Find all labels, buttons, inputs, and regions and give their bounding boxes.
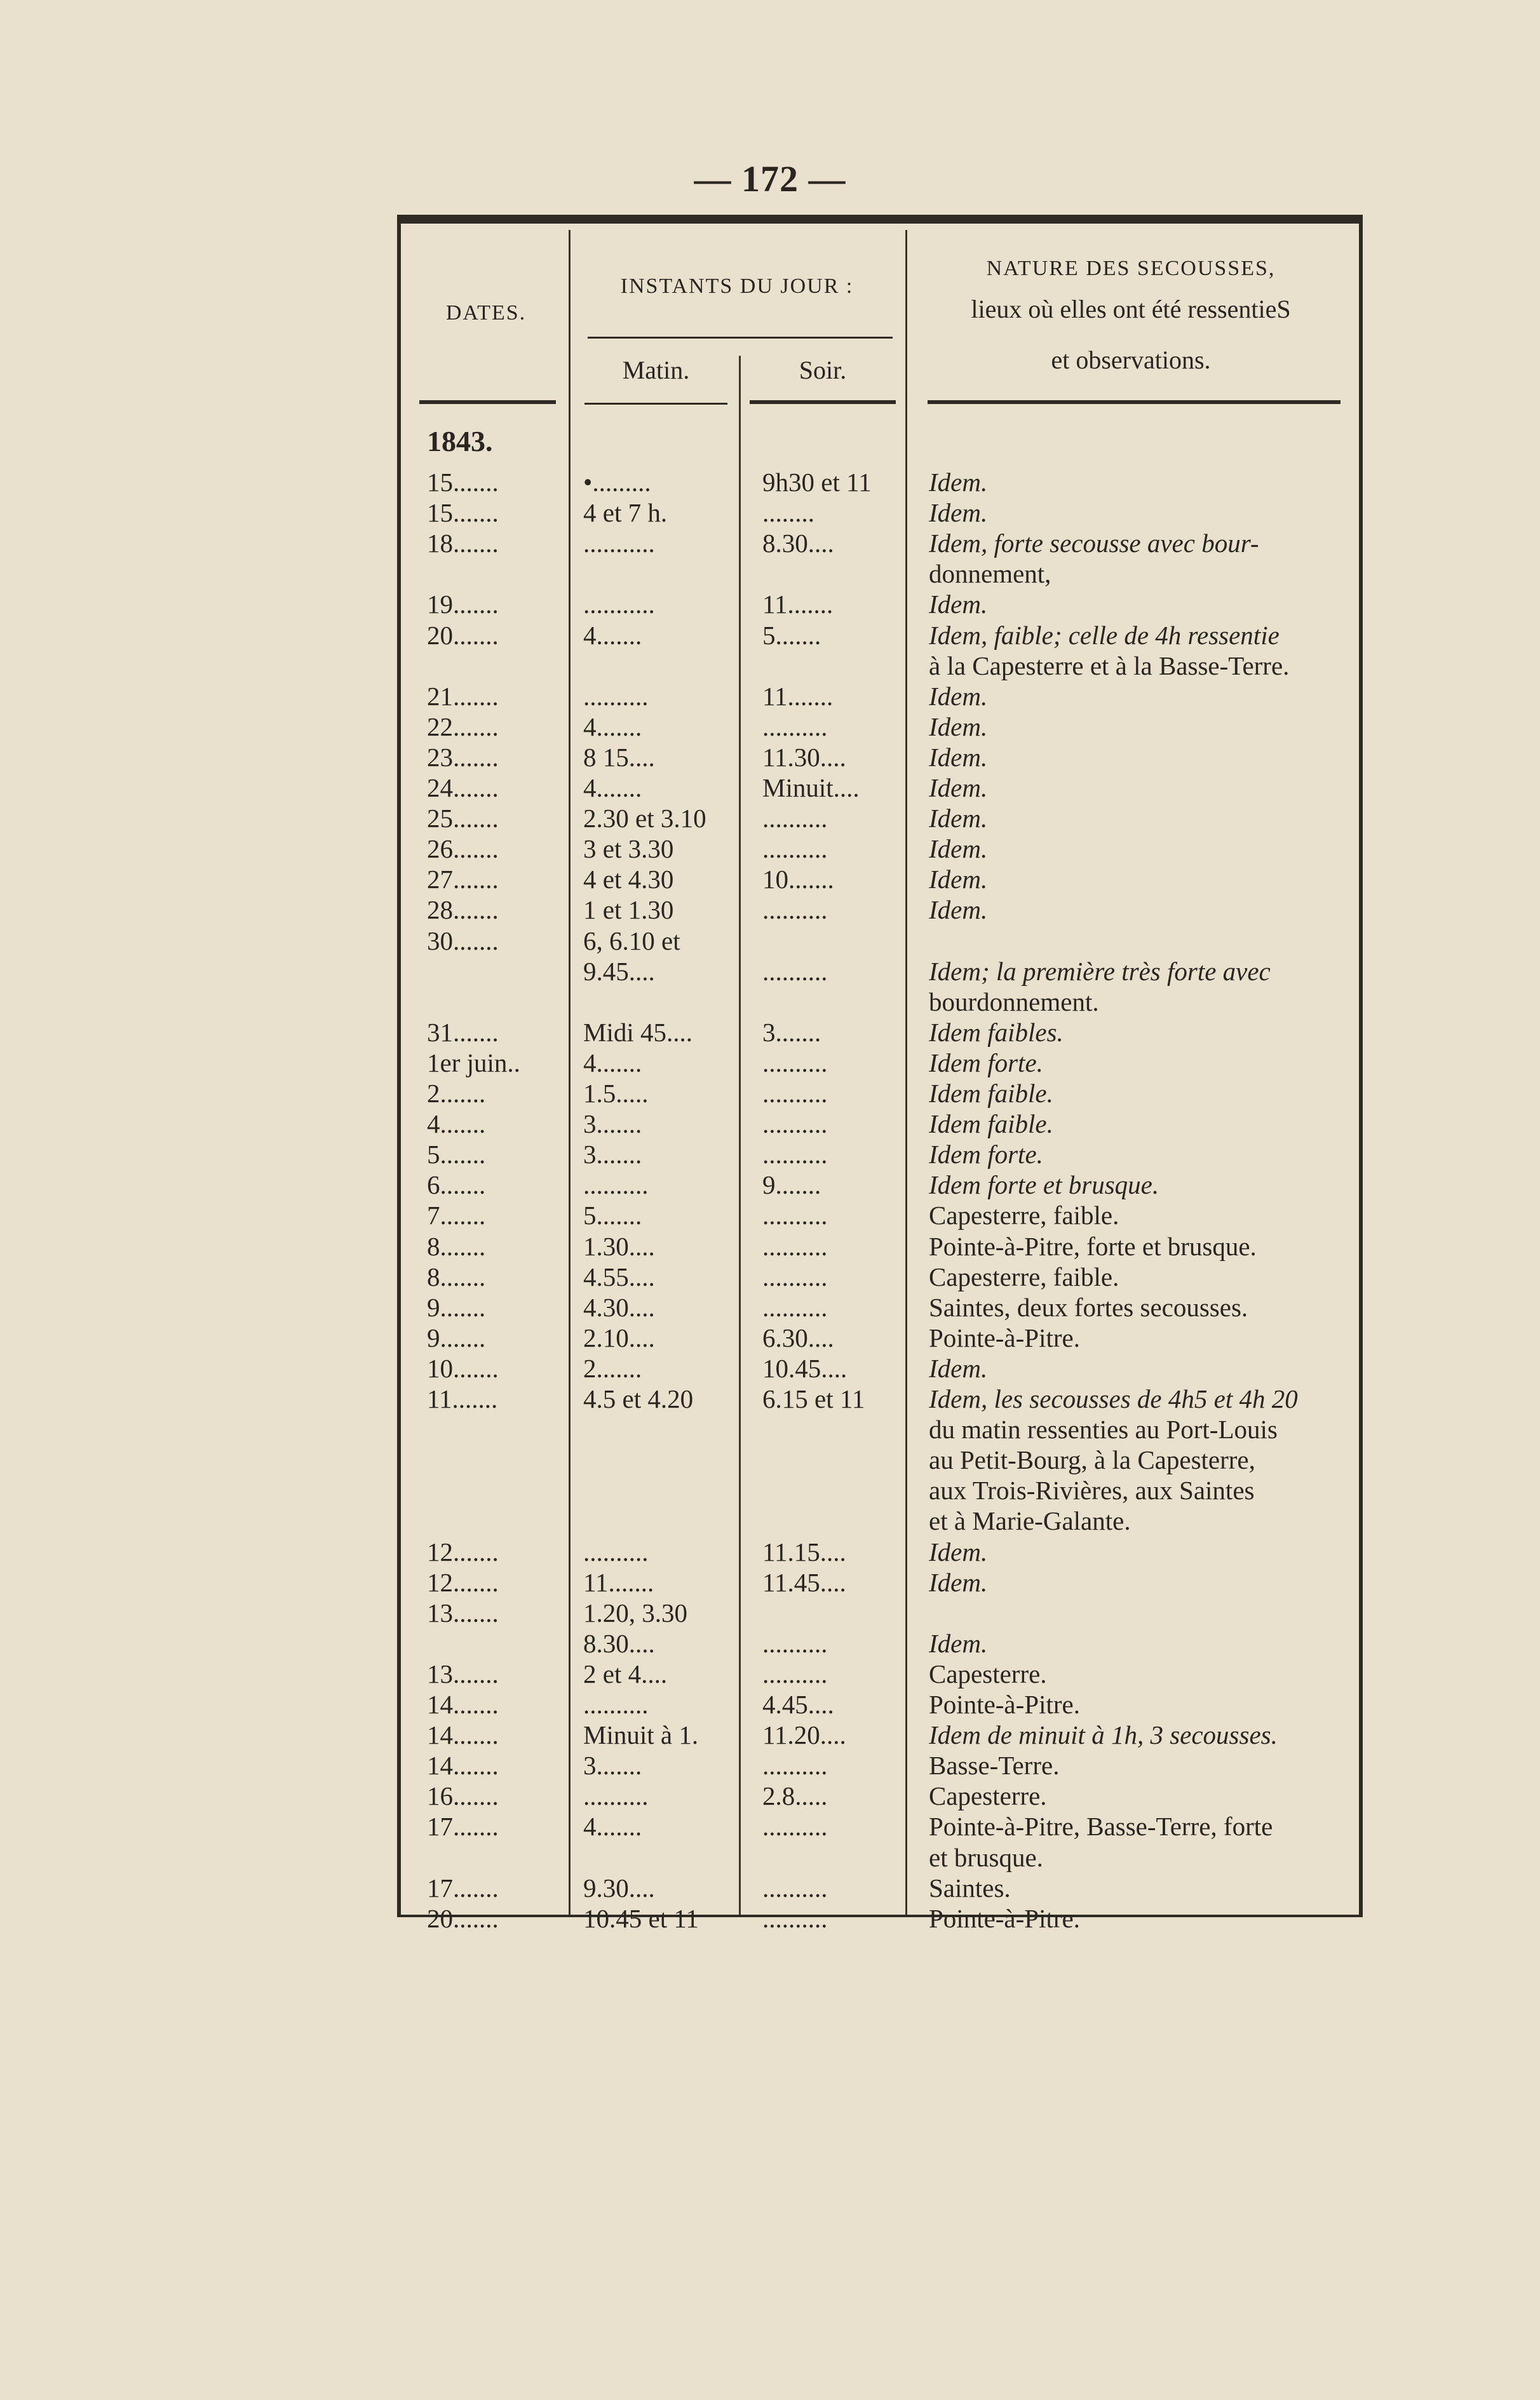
cell-obs: Capesterre.	[929, 1659, 1047, 1689]
cell-matin: 6, 6.10 et	[583, 926, 680, 955]
cell-matin: 1.20, 3.30	[583, 1598, 687, 1628]
table-row	[419, 987, 1353, 1017]
table-row	[419, 1567, 1353, 1598]
cell-matin: 4.30....	[583, 1292, 655, 1322]
table-row	[419, 1292, 1353, 1323]
table-row	[419, 1811, 1353, 1842]
header-instants: INSTANTS DU JOUR :	[620, 274, 854, 298]
cell-obs: Idem.	[929, 773, 988, 802]
cell-obs: Idem, forte secousse avec bour-	[929, 529, 1259, 558]
table-row	[419, 1873, 1353, 1903]
table-row	[419, 772, 1353, 803]
cell-obs: Pointe-à-Pitre, forte et brusque.	[929, 1231, 1257, 1261]
cell-matin: 4.......	[583, 1812, 642, 1842]
cell-soir: ..........	[762, 1231, 828, 1261]
cell-soir: ..........	[762, 1140, 828, 1170]
cell-matin: 4.......	[583, 620, 642, 650]
cell-date: 19.......	[427, 590, 499, 619]
cell-soir: ..........	[762, 1292, 828, 1322]
cell-date: 27.......	[427, 865, 499, 894]
cell-date: 15.......	[427, 498, 499, 528]
cell-obs: Idem.	[929, 498, 988, 528]
cell-date: 12.......	[427, 1567, 499, 1597]
cell-obs: Idem, faible; celle de 4h ressentie	[929, 620, 1280, 650]
cell-matin: •.........	[583, 468, 651, 497]
cell-date: 6.......	[427, 1170, 486, 1200]
cell-matin: 8.30....	[583, 1628, 655, 1658]
cell-date: 14.......	[427, 1720, 499, 1750]
table-row	[419, 864, 1353, 894]
cell-obs: et à Marie-Galante.	[929, 1506, 1131, 1536]
header-dates: DATES.	[445, 301, 527, 325]
cell-matin: ..........	[583, 681, 649, 711]
cell-date: 20.......	[427, 1903, 499, 1933]
cell-matin: 2.......	[583, 1353, 642, 1383]
cell-matin: Midi 45....	[583, 1017, 692, 1047]
cell-obs: Idem.	[929, 804, 988, 833]
cell-obs: Idem forte.	[929, 1048, 1043, 1077]
cell-soir: 10.......	[762, 865, 834, 894]
table-row	[419, 1537, 1353, 1567]
table-row	[419, 1475, 1353, 1506]
year-label: 1843.	[427, 425, 493, 457]
cell-date: 25.......	[427, 804, 499, 833]
header-nature-line1: NATURE DES SECOUSSES,	[986, 257, 1276, 280]
table-row	[419, 742, 1353, 772]
table-row	[419, 1231, 1353, 1262]
cell-soir: 3.......	[762, 1017, 821, 1047]
cell-date: 31.......	[427, 1017, 499, 1047]
cell-soir: ..........	[762, 1659, 828, 1689]
cell-obs: Idem.	[929, 1353, 988, 1383]
cell-date: 26.......	[427, 834, 499, 864]
table-row	[419, 1689, 1353, 1720]
cell-soir: ..........	[762, 1903, 828, 1933]
table-row	[419, 620, 1353, 651]
cell-date: 11.......	[427, 1384, 498, 1413]
table-row	[419, 1781, 1353, 1811]
cell-date: 9.......	[427, 1323, 486, 1352]
cell-date: 17.......	[427, 1873, 499, 1903]
table-row	[419, 956, 1353, 987]
cell-obs: Capesterre, faible.	[929, 1262, 1119, 1291]
cell-matin: 2.30 et 3.10	[583, 804, 706, 833]
table-row	[419, 894, 1353, 925]
cell-date: 23.......	[427, 742, 499, 772]
header-rule-nature	[928, 400, 1341, 404]
cell-matin: 4.......	[583, 1048, 642, 1077]
table-row	[419, 1109, 1353, 1139]
cell-obs: Saintes.	[929, 1873, 1011, 1903]
cell-obs: Idem faible.	[929, 1109, 1053, 1139]
cell-soir: ..........	[762, 804, 828, 833]
cell-obs: et brusque.	[929, 1842, 1043, 1872]
cell-date: 24.......	[427, 773, 499, 802]
table-row	[419, 651, 1353, 681]
cell-soir: 6.30....	[762, 1323, 834, 1352]
cell-soir: 10.45....	[762, 1353, 848, 1383]
table-row	[419, 1842, 1353, 1873]
table-row	[419, 1078, 1353, 1109]
cell-obs: Idem.	[929, 834, 988, 864]
cell-matin: 4 et 4.30	[583, 865, 674, 894]
cell-matin: ...........	[583, 590, 655, 619]
cell-obs: Idem.	[929, 468, 988, 497]
table-row	[419, 1353, 1353, 1384]
cell-matin: ..........	[583, 1690, 649, 1719]
table-row	[419, 1384, 1353, 1414]
header-soir: Soir.	[799, 356, 847, 384]
cell-obs: Idem.	[929, 1537, 988, 1567]
header-brace-rule	[588, 337, 893, 339]
cell-obs: Idem.	[929, 1628, 988, 1658]
cell-matin: ..........	[583, 1170, 649, 1200]
table-row	[419, 1903, 1353, 1934]
cell-date: 9.......	[427, 1292, 486, 1322]
cell-matin: ...........	[583, 529, 655, 558]
cell-obs: Saintes, deux fortes secousses.	[929, 1292, 1248, 1322]
cell-obs: Idem faible.	[929, 1079, 1053, 1108]
cell-obs: bourdonnement.	[929, 987, 1099, 1016]
cell-soir: 11.20....	[762, 1720, 846, 1750]
cell-date: 2.......	[427, 1079, 486, 1108]
cell-soir: ..........	[762, 1079, 828, 1108]
cell-date: 4.......	[427, 1109, 486, 1139]
cell-obs: Basse-Terre.	[929, 1751, 1060, 1781]
cell-obs: Idem de minuit à 1h, 3 secousses.	[929, 1720, 1278, 1750]
cell-date: 8.......	[427, 1231, 486, 1261]
cell-soir: ..........	[762, 1109, 828, 1139]
cell-obs: aux Trois-Rivières, aux Saintes	[929, 1476, 1255, 1506]
table-row	[419, 1598, 1353, 1628]
cell-soir: ..........	[762, 1628, 828, 1658]
table-row	[419, 1750, 1353, 1781]
cell-date: 10.......	[427, 1353, 499, 1383]
cell-obs: Pointe-à-Pitre.	[929, 1323, 1080, 1352]
cell-soir: ..........	[762, 956, 828, 986]
cell-obs: à la Capesterre et à la Basse-Terre.	[929, 651, 1290, 680]
cell-soir: 8.30....	[762, 529, 834, 558]
cell-date: 21.......	[427, 681, 499, 711]
cell-date: 30.......	[427, 926, 499, 955]
cell-obs: Idem, les secousses de 4h5 et 4h 20	[929, 1384, 1298, 1413]
header-rule-matin	[584, 403, 727, 405]
cell-soir: 6.15 et 11	[762, 1384, 865, 1413]
cell-date: 8.......	[427, 1262, 486, 1291]
cell-obs: Idem.	[929, 742, 988, 772]
table-row	[419, 1262, 1353, 1292]
cell-date: 20.......	[427, 620, 499, 650]
cell-date: 14.......	[427, 1690, 499, 1719]
cell-soir: 4.45....	[762, 1690, 834, 1719]
table-row	[419, 1170, 1353, 1200]
cell-date: 22.......	[427, 711, 499, 741]
cell-matin: 4.5 et 4.20	[583, 1384, 694, 1413]
cell-obs: Idem.	[929, 590, 988, 619]
cell-soir: ..........	[762, 895, 828, 925]
cell-obs: Pointe-à-Pitre.	[929, 1903, 1080, 1933]
table-row	[419, 1506, 1353, 1536]
table-row	[419, 1323, 1353, 1353]
cell-soir: 2.8.....	[762, 1781, 828, 1811]
cell-matin: 4 et 7 h.	[583, 498, 668, 528]
cell-soir: 11.30....	[762, 742, 846, 772]
header-matin: Matin.	[622, 356, 690, 384]
cell-matin: 1.30....	[583, 1231, 655, 1261]
cell-date: 1er juin..	[427, 1048, 520, 1077]
cell-matin: 8 15....	[583, 742, 655, 772]
table-row	[419, 467, 1353, 497]
cell-date: 13.......	[427, 1598, 499, 1628]
table-row	[419, 528, 1353, 558]
cell-date: 17.......	[427, 1812, 499, 1842]
cell-soir: ........	[762, 498, 814, 528]
cell-matin: 10.45 et 11	[583, 1903, 699, 1933]
cell-matin: 1.5.....	[583, 1079, 649, 1108]
cell-obs: Idem; la première très forte avec	[929, 956, 1271, 986]
cell-matin: 3.......	[583, 1140, 642, 1170]
cell-obs: au Petit-Bourg, à la Capesterre,	[929, 1445, 1255, 1475]
cell-matin: 2 et 4....	[583, 1659, 668, 1689]
table-row	[419, 681, 1353, 711]
cell-matin: 9.45....	[583, 956, 655, 986]
header-rule-soir	[750, 400, 896, 404]
cell-obs: Idem.	[929, 1567, 988, 1597]
cell-matin: 4.......	[583, 773, 642, 802]
cell-date: 28.......	[427, 895, 499, 925]
table-row	[419, 833, 1353, 864]
cell-soir: 11.......	[762, 681, 834, 711]
cell-date: 7.......	[427, 1201, 486, 1230]
table-row	[419, 497, 1353, 528]
cell-soir: 9h30 et 11	[762, 468, 872, 497]
cell-date: 12.......	[427, 1537, 499, 1567]
table-row	[419, 926, 1353, 956]
table-row	[419, 711, 1353, 742]
cell-matin: 4.55....	[583, 1262, 655, 1291]
table-row	[419, 558, 1353, 589]
cell-matin: 3 et 3.30	[583, 834, 674, 864]
cell-matin: Minuit à 1.	[583, 1720, 699, 1750]
cell-obs: Idem.	[929, 711, 988, 741]
cell-date: 5.......	[427, 1140, 486, 1170]
cell-soir: 5.......	[762, 620, 821, 650]
table-row	[419, 1720, 1353, 1750]
cell-soir: ..........	[762, 1812, 828, 1842]
cell-soir: Minuit....	[762, 773, 860, 802]
table-row	[419, 1139, 1353, 1170]
header-nature-line3: et observations.	[1051, 346, 1211, 374]
table-row	[419, 1017, 1353, 1048]
cell-date: 15.......	[427, 468, 499, 497]
table-row	[419, 1445, 1353, 1475]
header-nature-line2: lieux où elles ont été ressentieS	[971, 295, 1291, 323]
table-row	[419, 589, 1353, 619]
cell-date: 16.......	[427, 1781, 499, 1811]
cell-soir: 9.......	[762, 1170, 821, 1200]
cell-matin: 1 et 1.30	[583, 895, 674, 925]
cell-soir: ..........	[762, 1262, 828, 1291]
cell-matin: 9.30....	[583, 1873, 655, 1903]
cell-soir: ..........	[762, 834, 828, 864]
cell-obs: Idem forte.	[929, 1140, 1043, 1170]
table-row	[419, 1200, 1353, 1230]
cell-soir: ..........	[762, 1201, 828, 1230]
cell-obs: Idem.	[929, 681, 988, 711]
table-row	[419, 1414, 1353, 1445]
cell-matin: 11.......	[583, 1567, 654, 1597]
table-row	[419, 1659, 1353, 1689]
cell-obs: du matin ressenties au Port-Louis	[929, 1415, 1278, 1445]
cell-obs: Idem forte et brusque.	[929, 1170, 1159, 1200]
cell-soir: 11.45....	[762, 1567, 846, 1597]
cell-obs: Idem.	[929, 895, 988, 925]
cell-soir: ..........	[762, 1873, 828, 1903]
cell-matin: ..........	[583, 1781, 649, 1811]
cell-obs: Pointe-à-Pitre.	[929, 1690, 1080, 1719]
cell-matin: 3.......	[583, 1751, 642, 1781]
cell-soir: ..........	[762, 711, 828, 741]
cell-date: 14.......	[427, 1751, 499, 1781]
cell-obs: Idem.	[929, 865, 988, 894]
cell-date: 18.......	[427, 529, 499, 558]
cell-matin: 2.10....	[583, 1323, 655, 1352]
table-row	[419, 803, 1353, 833]
table-row	[419, 1048, 1353, 1078]
cell-soir: 11.15....	[762, 1537, 846, 1567]
cell-matin: 3.......	[583, 1109, 642, 1139]
cell-date: 13.......	[427, 1659, 499, 1689]
table-row	[419, 1628, 1353, 1659]
cell-matin: 5.......	[583, 1201, 642, 1230]
cell-obs: donnement,	[929, 559, 1051, 589]
header-rule-dates	[419, 400, 556, 404]
cell-obs: Idem faibles.	[929, 1017, 1064, 1047]
cell-soir: ..........	[762, 1048, 828, 1077]
cell-obs: Pointe-à-Pitre, Basse-Terre, forte	[929, 1812, 1273, 1842]
page-number: — 172 —	[694, 158, 846, 199]
cell-matin: 4.......	[583, 711, 642, 741]
cell-soir: 11.......	[762, 590, 834, 619]
cell-soir: ..........	[762, 1751, 828, 1781]
cell-matin: ..........	[583, 1537, 649, 1567]
cell-obs: Capesterre, faible.	[929, 1201, 1119, 1230]
cell-obs: Capesterre.	[929, 1781, 1047, 1811]
